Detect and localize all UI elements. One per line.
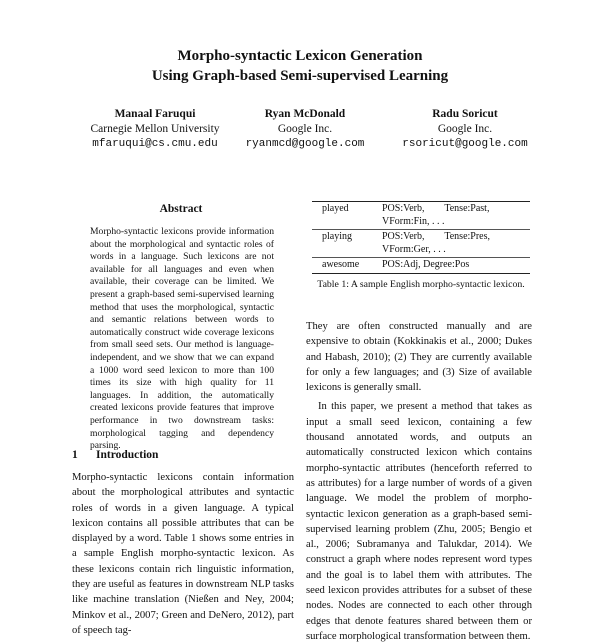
author-name: Radu Soricut	[432, 108, 498, 120]
table-attributes	[378, 258, 530, 274]
author-affiliation: Google Inc.	[277, 123, 333, 135]
author-2	[220, 107, 390, 152]
attr-line: POS:Verb, Tense:Past,	[382, 203, 490, 214]
paper-title	[0, 46, 600, 86]
table-row	[312, 230, 530, 258]
attr-line: POS:Adj, Degree:Pos	[382, 259, 470, 270]
abstract-heading: Abstract	[159, 203, 203, 215]
table-caption: Table 1: A sample English morpho-syntactic lexicon.	[317, 279, 525, 290]
section-number: 1	[72, 449, 78, 461]
title-line-1: Morpho-syntactic Lexicon Generation	[177, 48, 423, 64]
table-attributes	[378, 202, 530, 230]
table-row	[312, 202, 530, 230]
author-name: Ryan McDonald	[264, 108, 346, 120]
table-word: awesome	[312, 258, 378, 274]
paragraph: They are often constructed manually and are expensive to obtain (Kokkinakis et al., 2000; Dukes and Habash, 2010); (2) They are currently available for only a few languages; and (3) Size of available lexicons is generally small.	[306, 321, 532, 394]
abstract-text: Morpho-syntactic lexicons provide information about the morphological and syntactic roles of words in a language. Such lexicons are not available for all languages and even when available, their coverage can be limited. We present a graph-based semi-supervised learning method that uses the morphological, syntactic and semantic relations between words to automatically construct wide coverage lexicons from small seed sets. Our method is language-independent, and we show that we can expand a 1000 word seed lexicon to more than 100 times its size with high quality for 11 languages. In addition, the automatically created lexicons provide features that improve performance in two downstream tasks: morphological tagging and dependency parsing.	[90, 226, 274, 452]
author-email: mfaruqui@cs.cmu.edu	[92, 138, 218, 150]
author-name: Manaal Faruqui	[114, 108, 196, 120]
author-affiliation: Google Inc.	[437, 123, 493, 135]
author-email: rsoricut@google.com	[402, 138, 528, 150]
author-affiliation: Carnegie Mellon University	[90, 123, 220, 135]
right-column-text	[306, 319, 532, 644]
attr-line: POS:Verb, Tense:Pres,	[382, 231, 491, 242]
table-word: playing	[312, 230, 378, 258]
table-row	[312, 258, 530, 274]
attr-line: VForm:Ger, . . .	[382, 243, 446, 255]
table-attributes	[378, 230, 530, 258]
author-block	[0, 107, 600, 157]
introduction-text: Morpho-syntactic lexicons contain information about the morphological attributes and syntactic roles of words in a given language. A typical lexicon contains all possible attributes that can be displayed by a word. Table 1 shows some entries in a sample English morpho-syntactic lexicon. As these lexicons contain rich linguistic information, they are useful as features in downstream NLP tasks like machine translation (Nießen and Ney, 2004; Minkov et al., 2007; Green and DeNero, 2012), part of speech tag-	[72, 472, 294, 636]
paragraph: In this paper, we present a method that takes as input a small seed lexicon, containing a few thousand annotated words, and outputs an automatically constructed lexicon which contains morpho-syntactic attributes (henceforth referred to as attributes) for a large number of words of a given language. We model the problem of morpho-syntactic lexicon generation as a graph-based semi-supervised learning problem (Zhu, 2005; Bengio et al., 2006; Subramanya and Talukdar, 2014). We construct a graph where nodes represent word types and the goal is to label them with attributes. The seed lexicon provides attributes for a subset of these nodes. Nodes are connected to each other through edges that denote features shared between them or surface morphological transformation between them.	[306, 401, 532, 642]
section-title: Introduction	[96, 449, 159, 461]
attr-line: VForm:Fin, . . .	[382, 215, 445, 227]
section-heading	[72, 449, 158, 461]
author-email: ryanmcd@google.com	[245, 138, 365, 150]
table-word: played	[312, 202, 378, 230]
lexicon-table	[312, 201, 530, 274]
title-line-2: Using Graph-based Semi-supervised Learning	[151, 68, 449, 84]
author-3	[375, 107, 555, 152]
